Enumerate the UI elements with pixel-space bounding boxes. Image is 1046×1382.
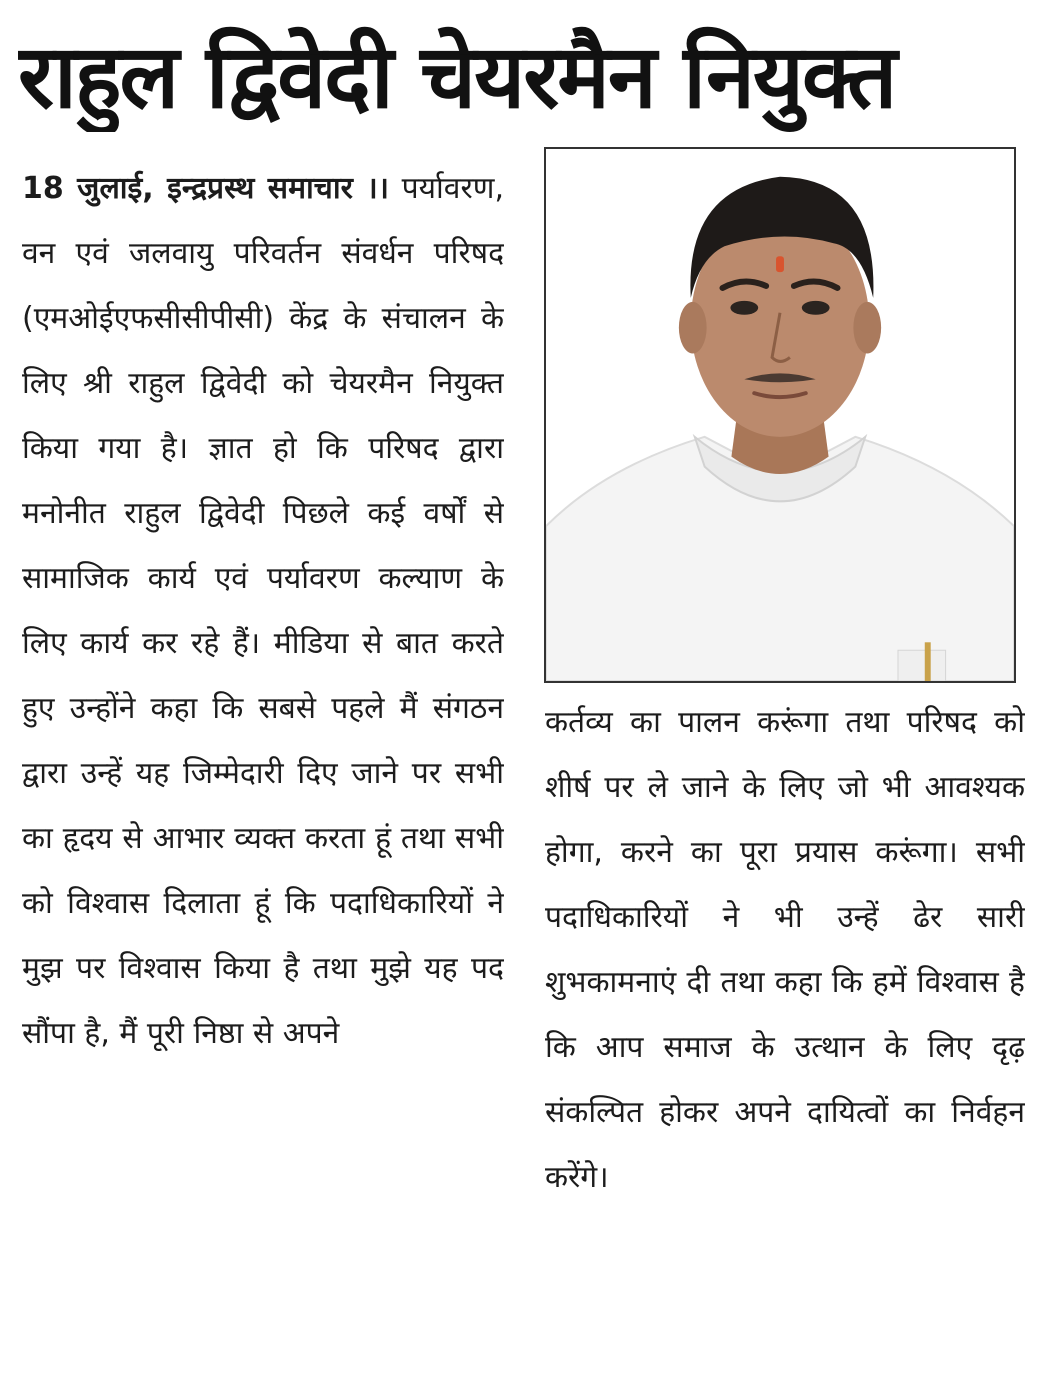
left-eye bbox=[730, 301, 758, 315]
pocket bbox=[898, 650, 946, 681]
article-column-right bbox=[545, 690, 1025, 1360]
right-eye bbox=[802, 301, 830, 315]
right-ear bbox=[853, 302, 881, 354]
article-body-right: कर्तव्य का पालन करूंगा तथा परिषद को शीर्ष पर ले जाने के लिए जो भी आवश्यक होगा, करने का पूरा प्रयास करूंगा। सभी पदाधिकारियों ने भी उन्हें ढेर सारी शुभकामनाएं दी तथा कहा कि हमें विश्वास है कि आप समाज के उत्थान के लिए दृढ़ संकल्पित होकर अपने दायित्वों का निर्वहन करेंगे। bbox=[545, 705, 1025, 1195]
headline: राहुल द्विवेदी चेयरमैन नियुक्त bbox=[18, 25, 896, 128]
portrait-photo bbox=[544, 147, 1016, 683]
article-body-left: पर्यावरण, वन एवं जलवायु परिवर्तन संवर्धन परिषद (एमओईएफसीसीपीसी) केंद्र के संचालन के लिए श्री राहुल द्विवेदी को चेयरमैन नियुक्त किया गया है। ज्ञात हो कि परिषद द्वारा मनोनीत राहुल द्विवेदी पिछले कई वर्षों से सामाजिक कार्य एवं पर्यावरण कल्याण के लिए कार्य कर रहे हैं। मीडिया से बात करते हुए उन्होंने कहा कि सबसे पहले मैं संगठन द्वारा उन्हें यह जिम्मेदारी दिए जाने पर सभी का हृदय से आभार व्यक्त करता हूं तथा सभी को विश्वास दिलाता हूं कि पदाधिकारियों ने मुझ पर विश्वास किया है तथा मुझे यह पद सौंपा है, मैं पूरी निष्ठा से अपने bbox=[22, 171, 504, 1051]
left-ear bbox=[679, 302, 707, 354]
pen bbox=[925, 642, 931, 681]
portrait-illustration bbox=[546, 149, 1014, 681]
article-column-left bbox=[22, 156, 504, 1366]
tilak-mark bbox=[776, 256, 784, 272]
dateline: 18 जुलाई, इन्द्रप्रस्थ समाचार ।। bbox=[22, 171, 390, 206]
